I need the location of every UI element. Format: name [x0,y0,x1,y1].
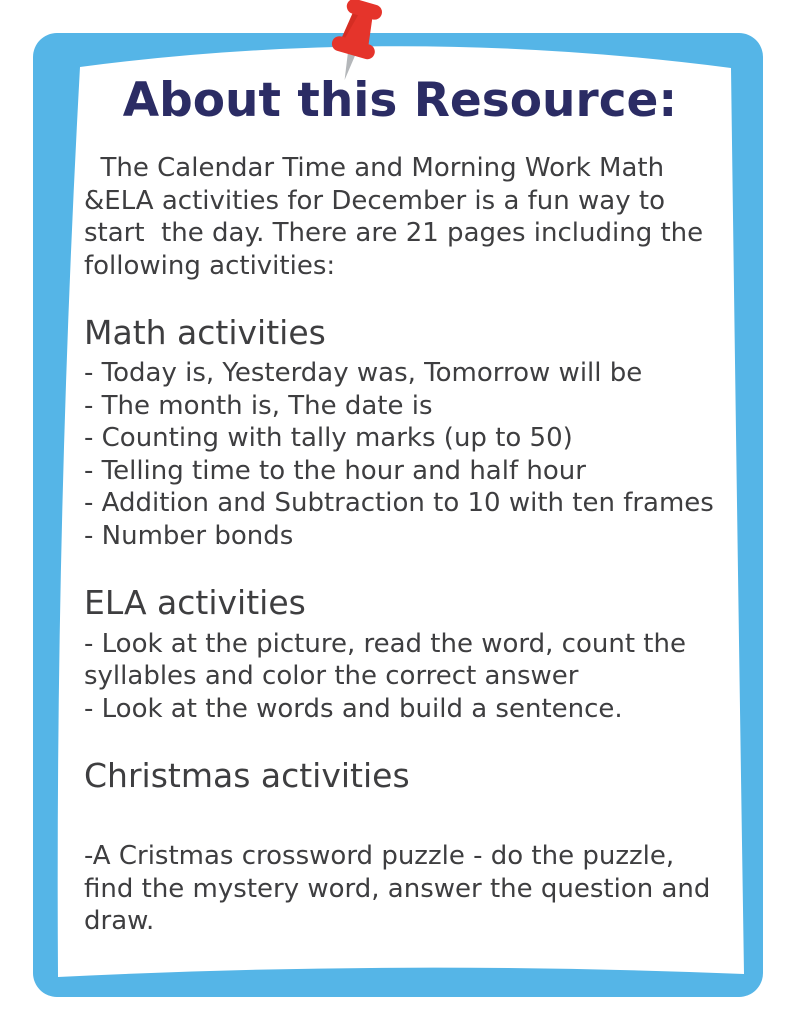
list-item: - Telling time to the hour and half hour [84,455,586,486]
section-math [84,312,716,552]
page-title: About this Resource: [122,73,678,128]
list-item: - Look at the picture, read the word, count the syllables and color the correct answer [84,628,686,692]
ela-activities-heading: ELA activities [84,583,306,623]
paper-content [84,74,716,968]
list-item: - The month is, The date is [84,390,433,421]
intro-paragraph: The Calendar Time and Morning Work Math &ELA activities for December is a fun way to start the day. There are 21 pages including the following activities: [84,153,712,281]
list-item: - Counting with tally marks (up to 50) [84,423,573,454]
christmas-activities-heading: Christmas activities [84,756,410,796]
list-item: - Today is, Yesterday was, Tomorrow will be [84,358,643,389]
list-item: - Addition and Subtraction to 10 with ten frames [84,488,714,519]
list-item: -A Cristmas crossword puzzle - do the puzzle, find the mystery word, answer the question and draw. [84,841,711,937]
math-activities-heading: Math activities [84,313,326,353]
section-christmas [84,755,716,938]
list-item: - Look at the words and build a sentence. [84,693,623,724]
section-ela [84,582,716,725]
list-item: - Number bonds [84,520,294,551]
